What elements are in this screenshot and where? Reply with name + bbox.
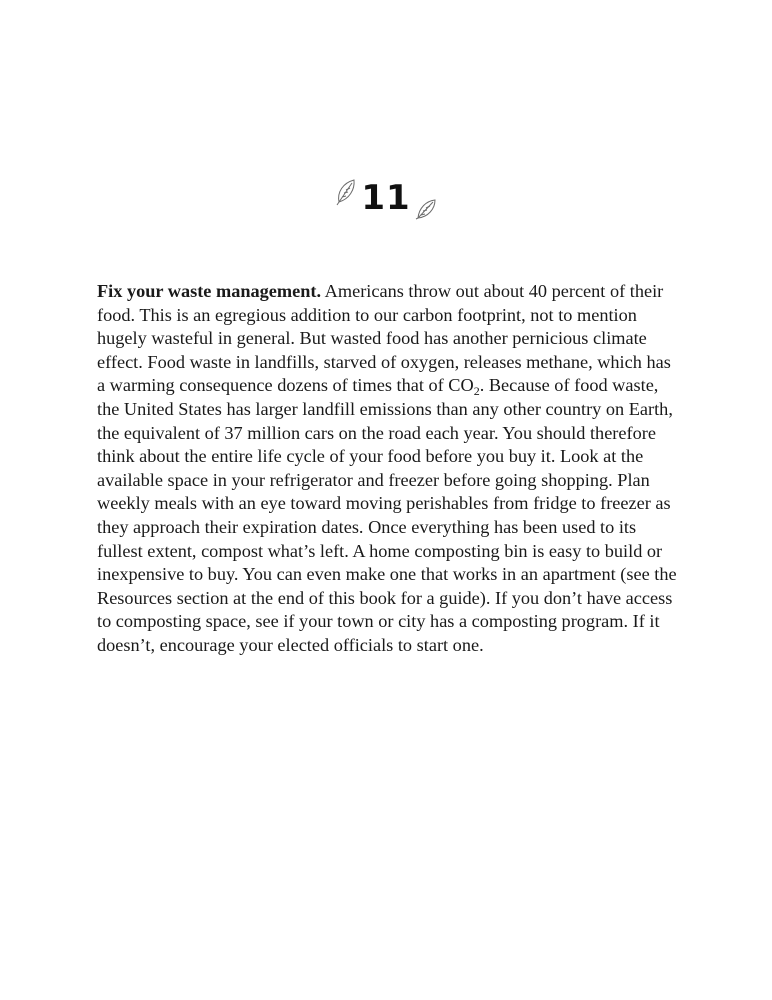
chapter-heading [0, 176, 772, 220]
lead-sentence: Fix your waste management. [97, 281, 322, 301]
co2-subscript: 2 [473, 384, 480, 399]
leaf-icon [415, 192, 437, 220]
body-paragraph [97, 280, 679, 658]
chapter-number: 11 [361, 178, 411, 218]
paragraph-text-continued: . Because of food waste, the United States has larger landfill emissions than any other country on Earth, the equivalent of 37 million cars on the road each year. You should therefore think about the entire life cycle of your food before you buy it. Look at the available space in your refrigerator and freezer before going shopping. Plan weekly meals with an eye toward moving perishables from fridge to freezer as they approach their expiration dates. Once everything has been used to its fullest extent, compost what’s left. A home composting bin is easy to build or inexpensive to buy. You can even make one that works in an apartment (see the Resources section at the end of this book for a guide). If you don’t have access to composting space, see if your town or city has a composting program. If it doesn’t, encourage your elected officials to start one. [97, 375, 677, 655]
leaf-icon [335, 178, 357, 206]
paragraph-text: Americans throw out about 40 percent of their food. This is an egregious addition to our carbon footprint, not to mention hugely wasteful in general. But wasted food has another pernicious climate effect. Food waste in landfills, starved of oxygen, releases methane, which has a warming consequence dozens of times that of CO [97, 281, 671, 396]
